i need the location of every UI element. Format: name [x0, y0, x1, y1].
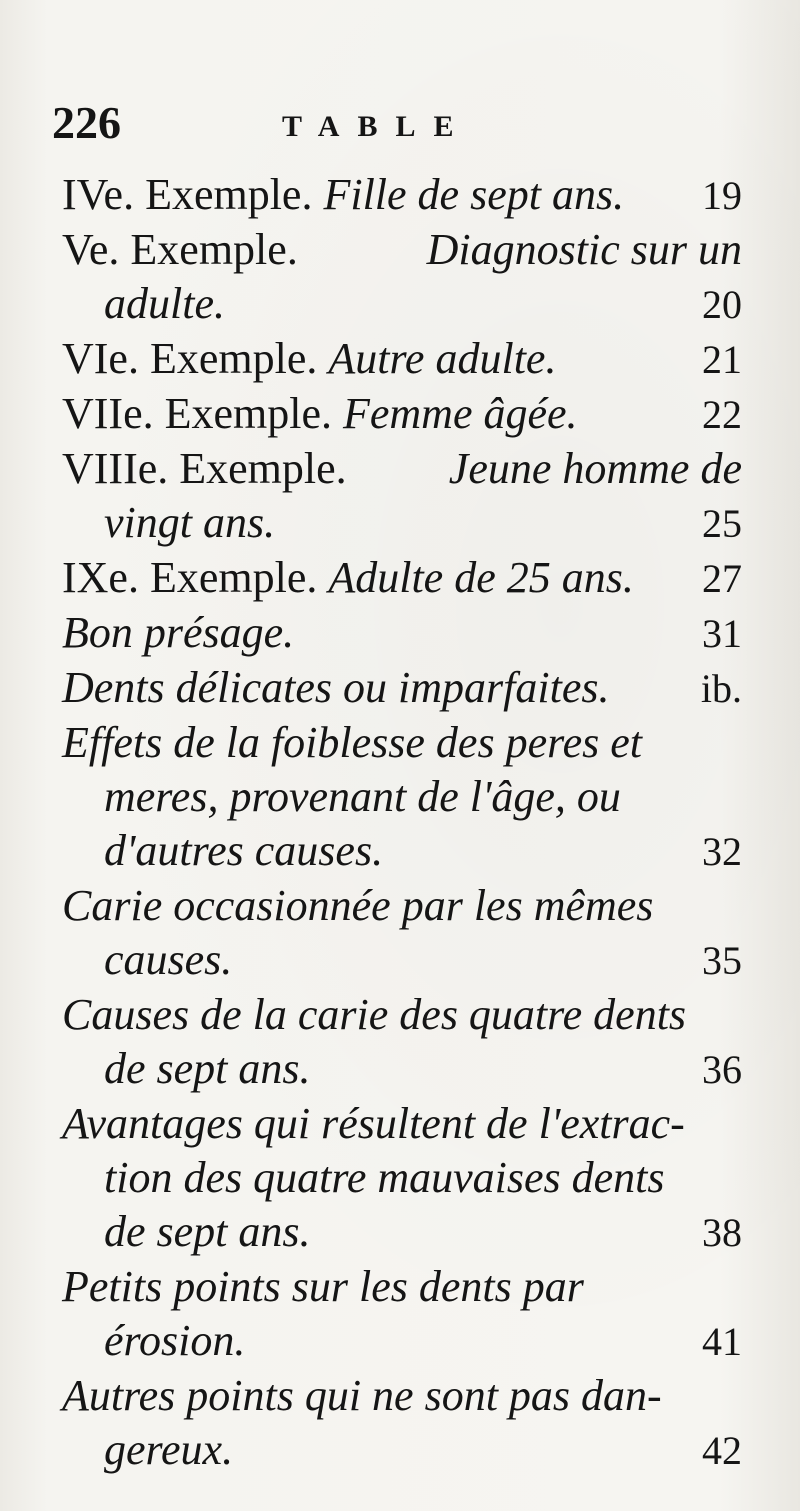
toc-entry: Carie occasionnée par les mêmes causes. 35: [62, 879, 742, 988]
table-of-contents: [62, 168, 742, 1478]
entry-page-number: 38: [702, 1210, 742, 1255]
toc-entry: IXe. Exemple. Adulte de 25 ans. 27: [62, 551, 742, 606]
entry-page-number: 27: [702, 556, 742, 601]
entry-page-number: 25: [702, 501, 742, 546]
entry-page-number: 31: [702, 611, 742, 656]
entry-page-number: 36: [702, 1047, 742, 1092]
toc-entry: Ve. Exemple. Diagnostic sur un adulte. 20: [62, 223, 742, 332]
entry-page-number: 22: [702, 392, 742, 437]
toc-entry: Causes de la carie des quatre dents de sept ans. 36: [62, 988, 742, 1097]
entry-page-number: 32: [702, 829, 742, 874]
toc-entry: Effets de la foiblesse des peres et meres, provenant de l'âge, ou d'autres causes. 32: [62, 716, 742, 879]
entry-page-number: 41: [702, 1319, 742, 1364]
toc-entry: Dents délicates ou imparfaites. ib.: [62, 661, 742, 716]
running-title: TABLE: [282, 110, 472, 143]
toc-entry: VIIIe. Exemple. Jeune homme de vingt ans. 25: [62, 442, 742, 551]
toc-entry: VIIe. Exemple. Femme âgée. 22: [62, 387, 742, 442]
toc-entry: Bon présage. 31: [62, 606, 742, 661]
entry-page-number: 20: [702, 282, 742, 327]
page-number: 226: [52, 97, 121, 148]
toc-entry: Petits points sur les dents par érosion. 41: [62, 1260, 742, 1369]
entry-page-number: 21: [702, 337, 742, 382]
page-header: [52, 96, 760, 156]
toc-entry: Autres points qui ne sont pas dan- gereux. 42: [62, 1369, 742, 1478]
entry-page-number: 19: [702, 173, 742, 218]
toc-entry: IVe. Exemple. Fille de sept ans. 19: [62, 168, 742, 223]
toc-entry: VIe. Exemple. Autre adulte. 21: [62, 332, 742, 387]
entry-page-number: 42: [702, 1428, 742, 1473]
toc-entry: Avantages qui résultent de l'extrac- tion des quatre mauvaises dents de sept ans. 38: [62, 1097, 742, 1260]
entry-page-number: 35: [702, 938, 742, 983]
entry-page-number: ib.: [700, 666, 742, 711]
